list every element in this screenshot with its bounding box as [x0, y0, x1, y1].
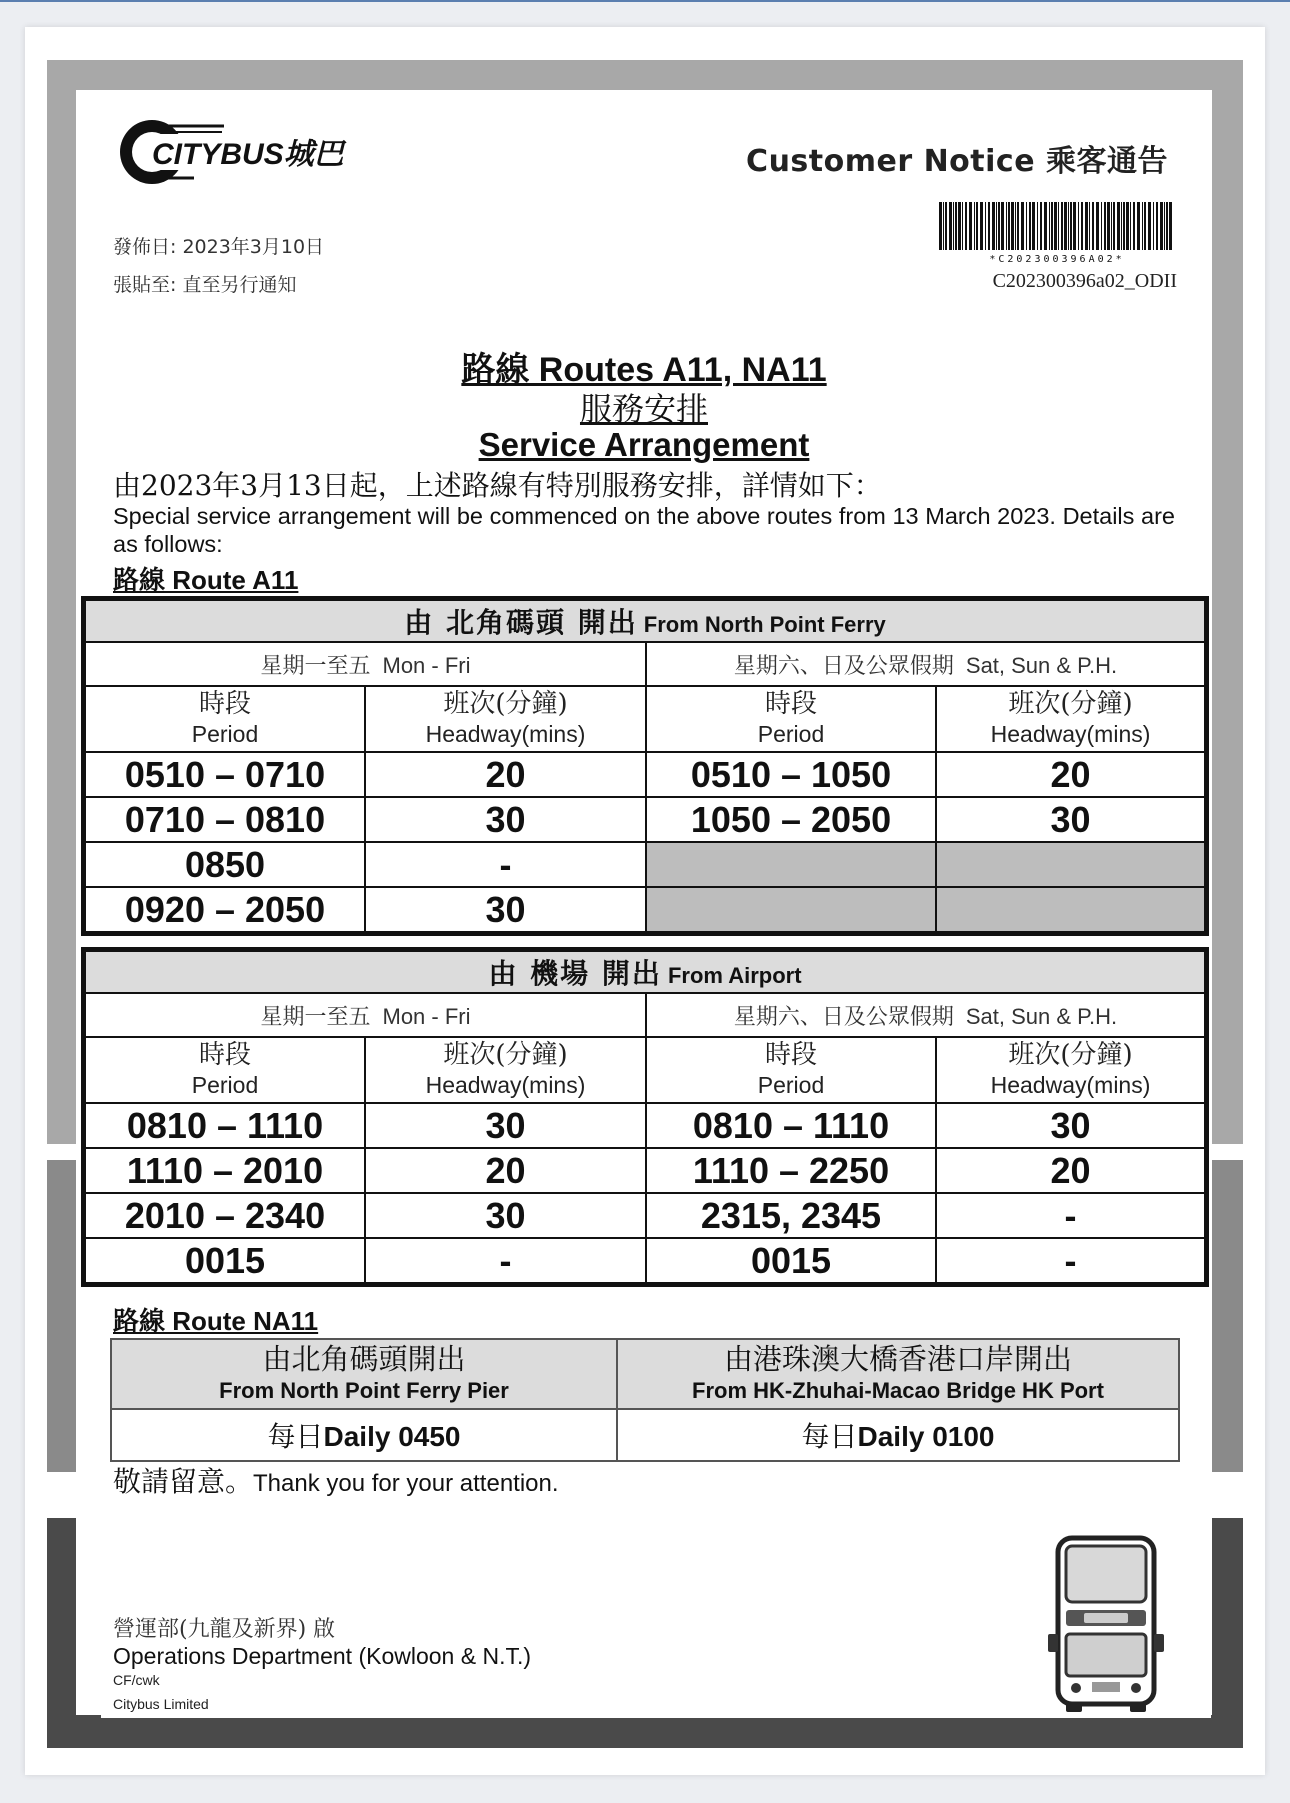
- period-en: Period: [191, 1072, 259, 1098]
- period-zh: 時段: [198, 689, 251, 719]
- schedule-table-north-point: [84, 599, 1206, 933]
- barcode-bar: [1156, 202, 1158, 250]
- barcode-bar: [1169, 202, 1172, 250]
- table-row: [85, 887, 1205, 932]
- reference-code: CF/cwk: [113, 1672, 160, 1688]
- period-col-header: [85, 1037, 365, 1103]
- barcode-bar: [1032, 202, 1035, 250]
- weekend-headway-cell: -: [936, 1193, 1205, 1238]
- period-en: Period: [757, 721, 825, 747]
- headway-zh: 班次(分鐘): [1008, 1040, 1133, 1070]
- barcode-bar: [1148, 202, 1151, 250]
- barcode-bar: [1070, 202, 1072, 250]
- route-a11-heading: 路線 Route A11: [113, 565, 299, 595]
- frame-band-right-middle: [1211, 1160, 1243, 1472]
- barcode-bar: [1121, 202, 1122, 250]
- table-origin-header: [85, 600, 1205, 642]
- barcode-bar: [1130, 202, 1131, 250]
- barcode-bar: [965, 202, 967, 250]
- na11-origin-en: From North Point Ferry Pier: [219, 1378, 509, 1403]
- weekday-headway-cell: 20: [365, 752, 646, 797]
- na11-departure-north-point: [111, 1409, 617, 1461]
- table-row: [85, 1148, 1205, 1193]
- citybus-logo: [114, 116, 354, 188]
- service-title-zh: 服務安排: [579, 390, 708, 428]
- na11-origin-north-point: [111, 1339, 617, 1409]
- barcode-bar: [1123, 202, 1125, 250]
- period-col-header: [646, 686, 936, 752]
- barcode-bar: [988, 202, 990, 250]
- barcode-bar: [1001, 202, 1004, 250]
- barcode-bar: [969, 202, 972, 250]
- department-en: Operations Department (Kowloon & N.T.): [113, 1643, 532, 1669]
- origin-zh: 由 北角碼頭 開出: [404, 606, 638, 639]
- barcode-bar: [1081, 202, 1083, 250]
- barcode-bar: [1029, 202, 1031, 250]
- barcode-bar: [953, 202, 954, 250]
- weekday-headway-cell: 30: [365, 797, 646, 842]
- posting-until: 張貼至: 直至另行通知: [113, 274, 297, 296]
- barcode-bar: [974, 202, 975, 250]
- thanks-en: Thank you for your attention.: [253, 1470, 559, 1497]
- weekday-period-cell: 0510 – 0710: [85, 752, 365, 797]
- schedule-table-airport: [84, 950, 1206, 1284]
- barcode-bar: [958, 202, 961, 250]
- weekend-zh: 星期六、日及公眾假期: [733, 653, 954, 679]
- weekday-headway-cell: -: [365, 842, 646, 887]
- weekend-period-cell: 0510 – 1050: [646, 752, 936, 797]
- weekend-header: [646, 642, 1205, 686]
- table-row: [85, 752, 1205, 797]
- barcode-bar: [1113, 202, 1115, 250]
- headway-zh: 班次(分鐘): [443, 689, 568, 719]
- weekday-period-cell: 2010 – 2340: [85, 1193, 365, 1238]
- issue-date: 發佈日: 2023年3月10日: [113, 236, 325, 258]
- table-row: [85, 1238, 1205, 1283]
- barcode-bar: [1137, 202, 1140, 250]
- barcode-bar: [1049, 202, 1050, 250]
- weekend-period-cell: 2315, 2345: [646, 1193, 936, 1238]
- frame-band-top: [47, 60, 1243, 90]
- period-zh: 時段: [764, 1040, 817, 1070]
- barcode-bar: [996, 202, 997, 250]
- routes-title: 路線 Routes A11, NA11: [461, 351, 827, 389]
- weekday-headway-cell: 30: [365, 1193, 646, 1238]
- barcode: [937, 202, 1177, 264]
- weekend-headway-cell: 30: [936, 797, 1205, 842]
- barcode-bar: [1078, 202, 1079, 250]
- table-row: [85, 797, 1205, 842]
- weekday-en: Mon - Fri: [382, 1003, 471, 1029]
- headway-col-header: [936, 1037, 1205, 1103]
- daily-zh: 每日: [267, 1420, 324, 1453]
- barcode-bar: [1054, 202, 1057, 250]
- barcode-bar: [992, 202, 995, 250]
- weekend-header: [646, 993, 1205, 1037]
- period-zh: 時段: [764, 689, 817, 719]
- barcode-bar: [1058, 202, 1059, 250]
- barcode-bar: [1144, 202, 1146, 250]
- barcode-bar: [1104, 202, 1106, 250]
- barcode-bar: [1017, 202, 1019, 250]
- table-row: [85, 842, 1205, 887]
- barcode-bar: [1044, 202, 1047, 250]
- barcode-bar: [1092, 202, 1094, 250]
- barcode-bar: [1040, 202, 1042, 250]
- barcode-bar: [1164, 202, 1165, 250]
- daily-time: Daily 0100: [857, 1421, 995, 1452]
- weekday-period-cell: 0810 – 1110: [85, 1103, 365, 1148]
- weekend-empty-cell: [936, 842, 1205, 887]
- notice-content: [76, 90, 1212, 1715]
- table-row: [85, 1103, 1205, 1148]
- weekday-period-cell: 1110 – 2010: [85, 1148, 365, 1193]
- na11-table: [110, 1338, 1180, 1462]
- barcode-bar: [1107, 202, 1110, 250]
- headway-en: Headway(mins): [990, 721, 1151, 747]
- weekday-headway-cell: 20: [365, 1148, 646, 1193]
- barcode-bar: [1160, 202, 1163, 250]
- weekday-headway-cell: 30: [365, 1103, 646, 1148]
- barcode-bar: [1126, 202, 1129, 250]
- barcode-bar: [998, 202, 1000, 250]
- na11-origin-hzmb: [617, 1339, 1179, 1409]
- weekday-headway-cell: -: [365, 1238, 646, 1283]
- barcode-bar: [1073, 202, 1076, 250]
- period-zh: 時段: [198, 1040, 251, 1070]
- headway-en: Headway(mins): [425, 1072, 586, 1098]
- document-code: C202300396a02_ODII: [992, 270, 1177, 292]
- barcode-bar: [985, 202, 986, 250]
- weekday-zh: 星期一至五: [260, 653, 371, 679]
- barcode-bar: [945, 202, 947, 250]
- department-zh: 營運部(九龍及新界) 啟: [113, 1617, 336, 1642]
- barcode-bar: [1015, 202, 1016, 250]
- barcode-bar: [1011, 202, 1014, 250]
- barcode-caption: *C202300396A02*: [989, 254, 1125, 264]
- origin-en: From North Point Ferry: [643, 612, 886, 637]
- headway-zh: 班次(分鐘): [443, 1040, 568, 1070]
- company-name: Citybus Limited: [113, 1696, 209, 1712]
- barcode-bar: [962, 202, 963, 250]
- thanks-zh: 敬請留意。: [113, 1465, 254, 1498]
- na11-origin-en: From HK-Zhuhai-Macao Bridge HK Port: [692, 1378, 1104, 1403]
- route-na11-heading: 路線 Route NA11: [113, 1306, 319, 1336]
- weekend-empty-cell: [646, 842, 936, 887]
- weekday-period-cell: 0850: [85, 842, 365, 887]
- headway-col-header: [365, 1037, 646, 1103]
- barcode-bar: [955, 202, 957, 250]
- weekend-empty-cell: [646, 887, 936, 932]
- barcode-bar: [1153, 202, 1154, 250]
- weekend-empty-cell: [936, 887, 1205, 932]
- barcode-bar: [1101, 202, 1102, 250]
- barcode-bar: [1068, 202, 1069, 250]
- barcode-bar: [1037, 202, 1038, 250]
- barcode-bar: [943, 202, 944, 250]
- barcode-bar: [1021, 202, 1024, 250]
- intro-en: Special service arrangement will be commenced on the above routes from 13 March 2023. Details are as follows:: [113, 503, 1175, 557]
- barcode-bar: [1008, 202, 1010, 250]
- weekday-period-cell: 0710 – 0810: [85, 797, 365, 842]
- weekend-en: Sat, Sun & P.H.: [965, 1003, 1118, 1029]
- barcode-bar: [1061, 202, 1063, 250]
- period-en: Period: [191, 721, 259, 747]
- service-title-en: Service Arrangement: [478, 426, 810, 463]
- weekend-en: Sat, Sun & P.H.: [965, 652, 1118, 678]
- weekday-header: [85, 642, 646, 686]
- barcode-bar: [1089, 202, 1090, 250]
- na11-origin-zh: 由北角碼頭開出: [262, 1342, 466, 1376]
- weekend-zh: 星期六、日及公眾假期: [733, 1004, 954, 1030]
- headway-col-header: [365, 686, 646, 752]
- headway-zh: 班次(分鐘): [1008, 689, 1133, 719]
- barcode-bar: [949, 202, 952, 250]
- barcode-bar: [1133, 202, 1135, 250]
- barcode-bar: [1142, 202, 1143, 250]
- barcode-bar: [976, 202, 978, 250]
- double-decker-bus-icon: [1044, 1534, 1174, 1712]
- barcode-bar: [1026, 202, 1027, 250]
- daily-time: Daily 0450: [323, 1421, 461, 1452]
- na11-origin-zh: 由港珠澳大橋香港口岸開出: [723, 1342, 1072, 1376]
- barcode-bar: [1166, 202, 1168, 250]
- headway-en: Headway(mins): [990, 1072, 1151, 1098]
- barcode-bar: [1051, 202, 1053, 250]
- weekday-header: [85, 993, 646, 1037]
- daily-zh: 每日: [801, 1420, 858, 1453]
- headway-col-header: [936, 686, 1205, 752]
- barcode-bar: [980, 202, 983, 250]
- weekend-period-cell: 0015: [646, 1238, 936, 1283]
- na11-departure-hzmb: [617, 1409, 1179, 1461]
- customer-notice-title: Customer Notice 乘客通告: [746, 144, 1168, 179]
- period-col-header: [85, 686, 365, 752]
- barcode-bar: [1064, 202, 1067, 250]
- origin-zh: 由 機場 開出: [488, 957, 662, 990]
- weekend-headway-cell: 20: [936, 1148, 1205, 1193]
- barcode-bar: [939, 202, 942, 250]
- frame-band-bottom: [47, 1718, 1243, 1748]
- weekend-period-cell: 1050 – 2050: [646, 797, 936, 842]
- barcode-bar: [1117, 202, 1120, 250]
- intro-zh: 由2023年3月13日起，上述路線有特別服務安排，詳情如下：: [113, 469, 882, 502]
- weekday-period-cell: 0920 – 2050: [85, 887, 365, 932]
- weekday-zh: 星期一至五: [260, 1004, 371, 1030]
- frame-band-right-lower: [1211, 1518, 1243, 1748]
- weekend-period-cell: 1110 – 2250: [646, 1148, 936, 1193]
- logo-text: CITYBUS城巴: [152, 138, 344, 171]
- weekday-period-cell: 0015: [85, 1238, 365, 1283]
- barcode-bar: [1006, 202, 1007, 250]
- origin-en: From Airport: [667, 963, 802, 988]
- weekend-headway-cell: 30: [936, 1103, 1205, 1148]
- barcode-bar: [1085, 202, 1088, 250]
- headway-en: Headway(mins): [425, 721, 586, 747]
- barcode-bar: [1111, 202, 1112, 250]
- weekday-headway-cell: 30: [365, 887, 646, 932]
- barcode-bar: [1096, 202, 1099, 250]
- weekend-headway-cell: -: [936, 1238, 1205, 1283]
- window-top-border: [0, 0, 1290, 2]
- period-col-header: [646, 1037, 936, 1103]
- weekend-period-cell: 0810 – 1110: [646, 1103, 936, 1148]
- table-origin-header: [85, 951, 1205, 993]
- weekday-en: Mon - Fri: [382, 652, 471, 678]
- weekend-headway-cell: 20: [936, 752, 1205, 797]
- frame-band-right-upper: [1211, 60, 1243, 1144]
- table-row: [85, 1193, 1205, 1238]
- period-en: Period: [757, 1072, 825, 1098]
- thank-you-note: [113, 1460, 559, 1500]
